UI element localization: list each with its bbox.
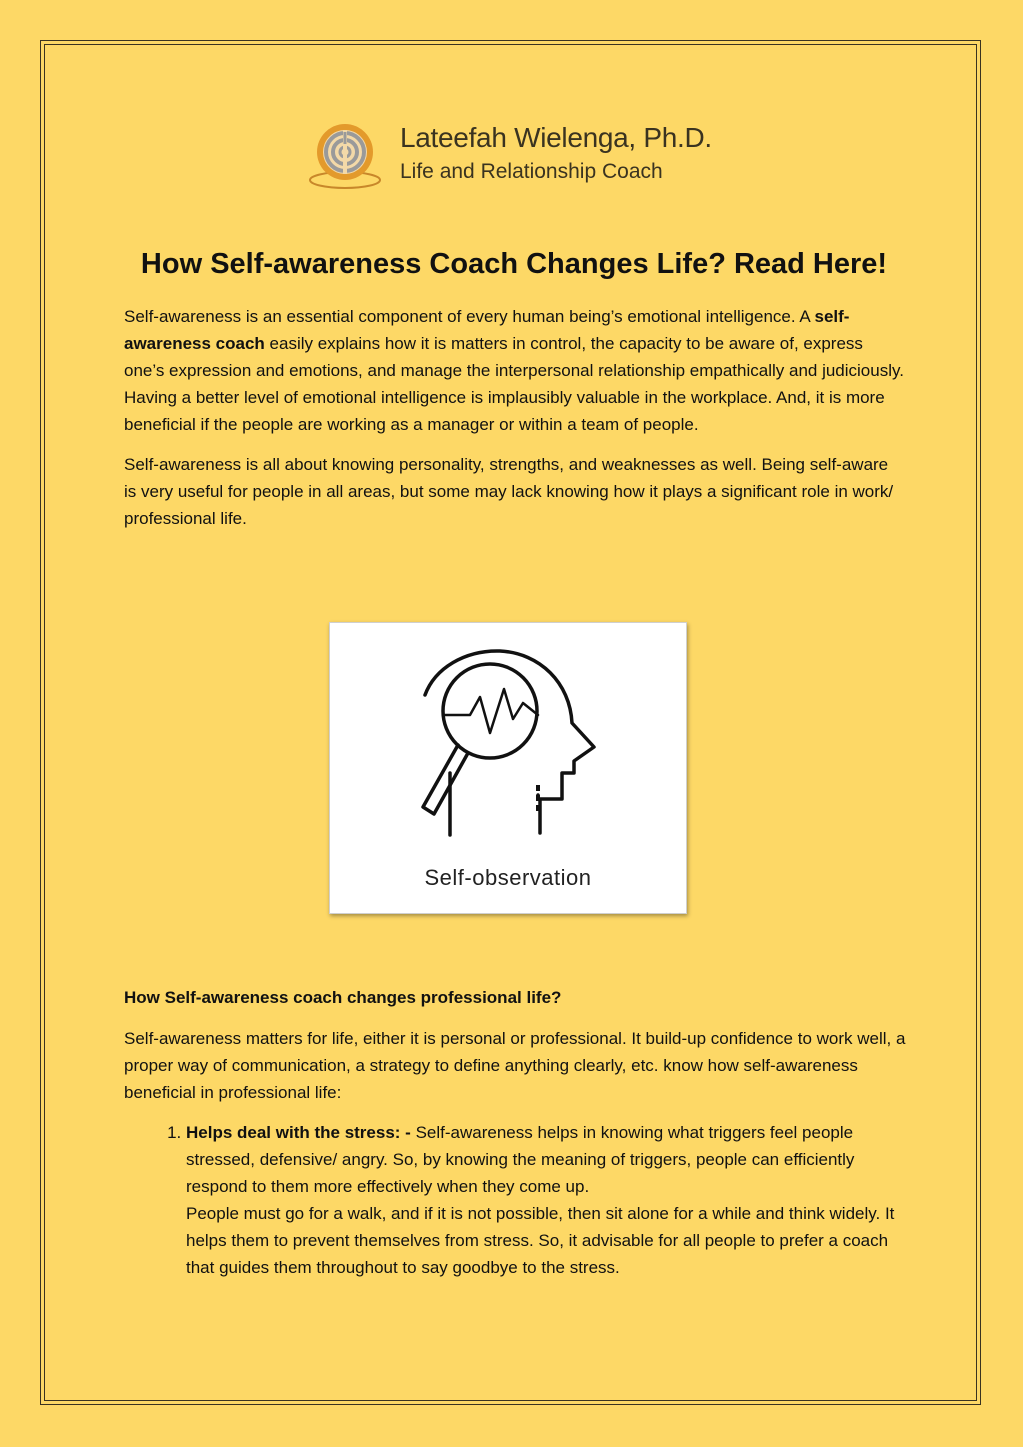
intro-text-start: Self-awareness is an essential component of every human being’s emotional intelligence. A (124, 307, 815, 326)
self-observation-figure (329, 622, 687, 914)
section-intro: Self-awareness matters for life, either it is personal or professional. It build-up confidence to work well, a proper way of communication, a strategy to define anything clearly, etc. know how self-awareness beneficial in professional life: (124, 1029, 906, 1102)
list-item-text: Self-awareness helps in knowing what triggers feel people stressed, defensive/ angry. So, by knowing the meaning of triggers, people can efficiently respond to them more effectively when they come up. (186, 1123, 855, 1196)
labyrinth-logo-icon (308, 122, 384, 192)
article-intro (124, 248, 904, 545)
self-awareness-coach-link: self-awareness coach (124, 307, 850, 353)
list-item-text-continued: People must go for a walk, and if it is not possible, then sit alone for a while and think widely. It helps them to prevent themselves from stress. So, it advisable for all people to prefer a coach that guides them throughout to say goodbye to the stress. (186, 1204, 895, 1277)
logo (308, 122, 728, 192)
list-item (186, 1119, 909, 1281)
intro-paragraph-1 (124, 303, 904, 438)
figure-caption: Self-observation (424, 865, 592, 890)
intro-paragraph-2: Self-awareness is all about knowing personality, strengths, and weaknesses as well. Being self-aware is very useful for people in all areas, but some may lack knowing how it plays a significant role in work/ professional life. (124, 455, 894, 528)
page-title: How Self-awareness Coach Changes Life? Read Here! (140, 248, 888, 280)
section-heading: How Self-awareness coach changes professional life? (124, 988, 562, 1007)
logo-name: Lateefah Wielenga, Ph.D. (400, 122, 712, 153)
list-item-title: Helps deal with the stress: - (186, 1123, 411, 1142)
logo-tagline: Life and Relationship Coach (400, 160, 663, 183)
professional-life-section (124, 984, 909, 1281)
benefits-list (124, 1119, 909, 1281)
intro-text-end: easily explains how it is matters in control, the capacity to be aware of, express one’s expression and emotions, and manage the interpersonal relationship empathically and judiciously. Having a better level of emotional intelligence is implausibly valuable in the workplace. And, it is more beneficial if the people are working as a manager or within a team of people. (124, 334, 904, 434)
